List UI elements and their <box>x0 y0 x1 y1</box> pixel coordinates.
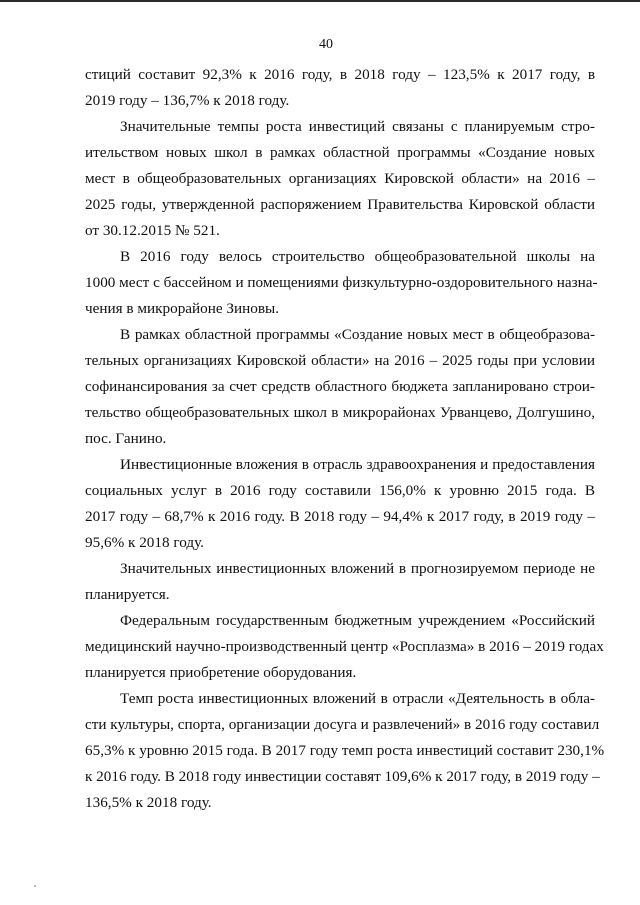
text-line: к 2016 году. В 2018 году инвестиции составят 109,6% к 2017 году, в 2019 году – <box>85 768 600 785</box>
text-line: Значительных инвестиционных вложений в прогнозируемом периоде не <box>120 560 595 577</box>
text-line: В рамках областной программы «Создание новых мест в общеобразова- <box>120 326 595 343</box>
text-line: 95,6% к 2018 году. <box>85 534 204 551</box>
text-line: пос. Ганино. <box>85 430 167 447</box>
text-line: сти культуры, спорта, организации досуга и развлечений» в 2016 году составил <box>85 716 600 733</box>
text-line: Темп роста инвестиционных вложений в отрасли «Деятельность в обла- <box>120 690 595 707</box>
text-line: медицинский научно-производственный центр «Росплазма» в 2016 – 2019 годах <box>85 638 604 655</box>
text-line: Значительные темпы роста инвестиций связаны с планируемым стро- <box>120 118 595 135</box>
text-line: ительством новых школ в рамках областной программы «Создание новых <box>85 144 595 161</box>
text-line: 2025 годы, утвержденной распоряжением Правительства Кировской области <box>85 196 595 213</box>
text-line: чения в микрорайоне Зиновы. <box>85 300 280 317</box>
text-line: планируется. <box>85 586 170 603</box>
text-line: 136,5% к 2018 году. <box>85 794 212 811</box>
scan-speck <box>34 885 36 887</box>
scan-top-edge <box>0 0 640 2</box>
page-number: 40 <box>319 37 333 52</box>
text-line: 1000 мест с бассейном и помещениями физкультурно-оздоровительного назна- <box>85 274 598 291</box>
text-line: Федеральным государственным бюджетным учреждением «Российский <box>120 612 595 629</box>
text-line: тельных организациях Кировской области» на 2016 – 2025 годы при условии <box>85 352 595 369</box>
text-line: стиций составит 92,3% к 2016 году, в 2018 году – 123,5% к 2017 году, в <box>85 66 595 83</box>
text-line: тельство общеобразовательных школ в микрорайонах Урванцево, Долгушино, <box>85 404 595 421</box>
text-line: социальных услуг в 2016 году составили 156,0% к уровню 2015 года. В <box>85 482 595 499</box>
text-line: 65,3% к уровню 2015 года. В 2017 году темп роста инвестиций составит 230,1% <box>85 742 605 759</box>
text-line: Инвестиционные вложения в отрасль здравоохранения и предоставления <box>120 456 595 473</box>
text-line: 2019 году – 136,7% к 2018 году. <box>85 92 290 109</box>
text-line: от 30.12.2015 № 521. <box>85 222 220 239</box>
text-line: софинансирования за счет средств областного бюджета запланировано строи- <box>85 378 595 395</box>
text-line: 2017 году – 68,7% к 2016 году. В 2018 году – 94,4% к 2017 году, в 2019 году – <box>85 508 595 525</box>
text-line: планируется приобретение оборудования. <box>85 664 357 681</box>
text-line: мест в общеобразовательных организациях Кировской области» на 2016 – <box>85 170 595 187</box>
text-line: В 2016 году велось строительство общеобразовательной школы на <box>120 248 595 265</box>
